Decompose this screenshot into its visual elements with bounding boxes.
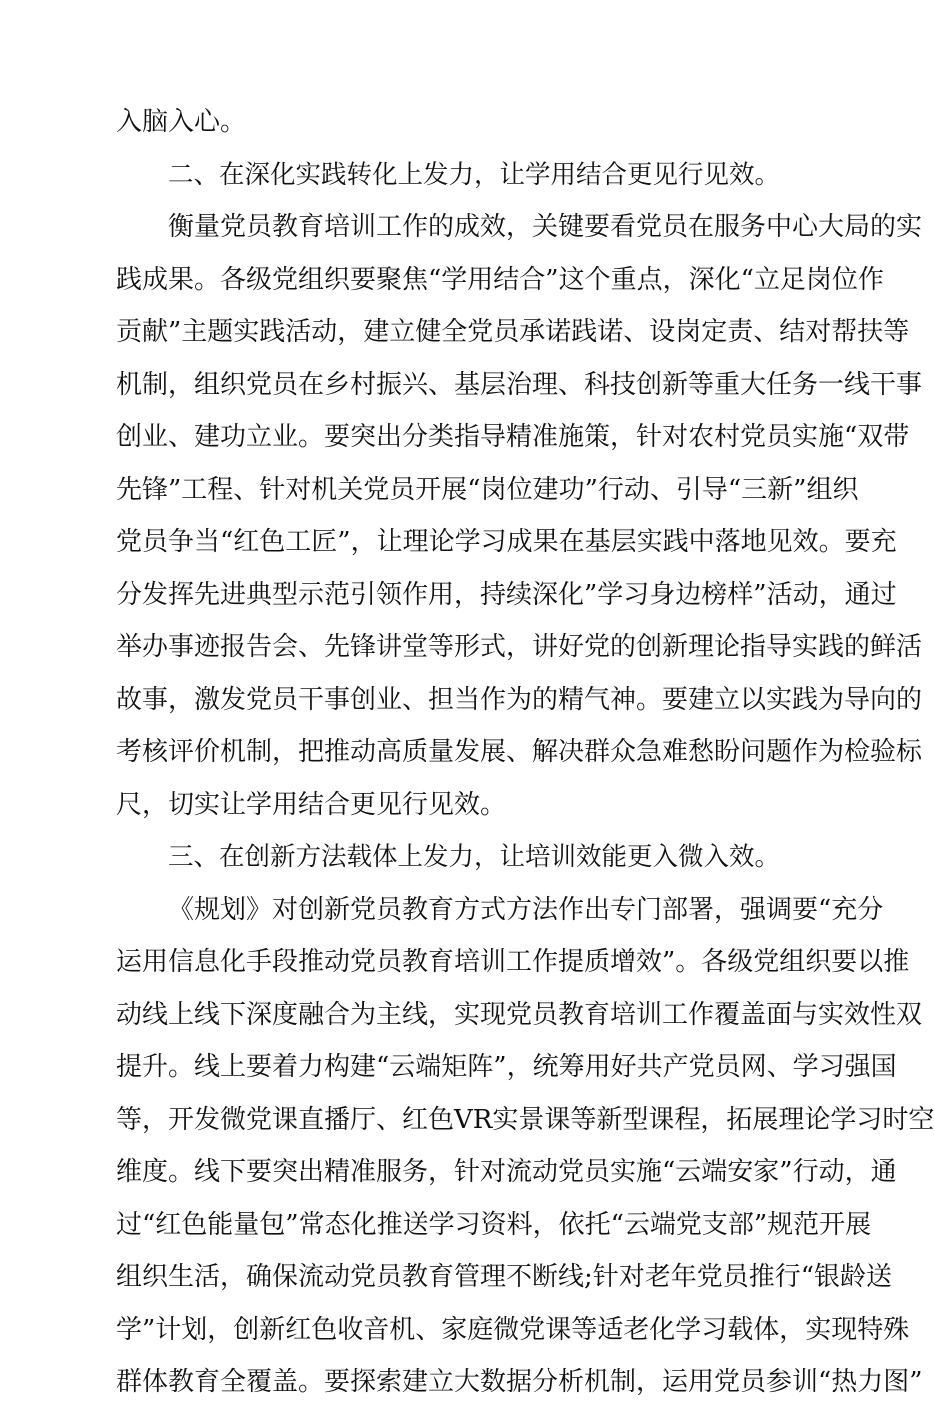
paragraph-line: 过“红色能量包”常态化推送学习资料，依托“云端党支部”规范开展: [116, 1209, 872, 1240]
document-body: [116, 96, 934, 1409]
paragraph-line: 学”计划，创新红色收音机、家庭微党课等适老化学习载体，实现特殊: [116, 1314, 910, 1345]
section-heading: 三、在创新方法载体上发力，让培训效能更入微入效。: [168, 842, 781, 872]
paragraph-line: 分发挥先进典型示范引领作用，持续深化”学习身边榜样”活动，通过: [116, 579, 897, 610]
paragraph-line: 群体教育全覆盖。要探索建立大数据分析机制，运用党员参训“热力图”: [116, 1367, 923, 1397]
paragraph-line: 维度。线下要突出精准服务，针对流动党员实施“云端安家”行动，通: [116, 1157, 897, 1187]
paragraph-line: 等，开发微党课直播厅、红色VR实景课等新型课程，拓展理论学习时空: [116, 1104, 934, 1135]
paragraph-line: 尺，切实让学用结合更见行见效。: [116, 789, 507, 820]
paragraph-line: 考核评价机制，把推动高质量发展、解决群众急难愁盼问题作为检验标: [116, 737, 923, 767]
paragraph-line: 动线上线下深度融合为主线，实现党员教育培训工作覆盖面与实效性双: [116, 999, 923, 1030]
paragraph-line: 提升。线上要着力构建“云端矩阵”，统筹用好共产党员网、学习强国: [116, 1052, 897, 1082]
paragraph-line: 践成果。各级党组织要聚焦“学用结合”这个重点，深化“立足岗位作: [116, 264, 884, 295]
paragraph-line: 机制，组织党员在乡村振兴、基层治理、科技创新等重大任务一线干事: [116, 369, 923, 400]
paragraph-line: 运用信息化手段推动党员教育培训工作提质增效”。各级党组织要以推: [116, 947, 910, 977]
paragraph-line: 故事，激发党员干事创业、担当作为的精气神。要建立以实践为导向的: [116, 684, 923, 715]
section-heading: 二、在深化实践转化上发力，让学用结合更见行见效。: [168, 159, 781, 190]
paragraph-line: 党员争当“红色工匠”，让理论学习成果在基层实践中落地见效。要充: [116, 527, 897, 557]
paragraph-line: 贡献”主题实践活动，建立健全党员承诺践诺、设岗定责、结对帮扶等: [116, 317, 910, 347]
paragraph-line: 创业、建功立业。要突出分类指导精准施策，针对农村党员实施“双带: [116, 422, 910, 452]
paragraph-line: 组织生活，确保流动党员教育管理不断线;针对老年党员推行“银龄送: [116, 1262, 893, 1292]
paragraph-line: 《规划》对创新党员教育方式方法作出专门部署，强调要“充分: [168, 894, 884, 925]
paragraph-line: 入脑入心。: [116, 107, 247, 137]
paragraph-line: 举办事迹报告会、先锋讲堂等形式，讲好党的创新理论指导实践的鲜活: [116, 632, 923, 662]
paragraph-line: 衡量党员教育培训工作的成效，关键要看党员在服务中心大局的实: [168, 212, 923, 242]
paragraph-line: 先锋”工程、针对机关党员开展“岗位建功”行动、引导“三新”组织: [116, 474, 859, 505]
